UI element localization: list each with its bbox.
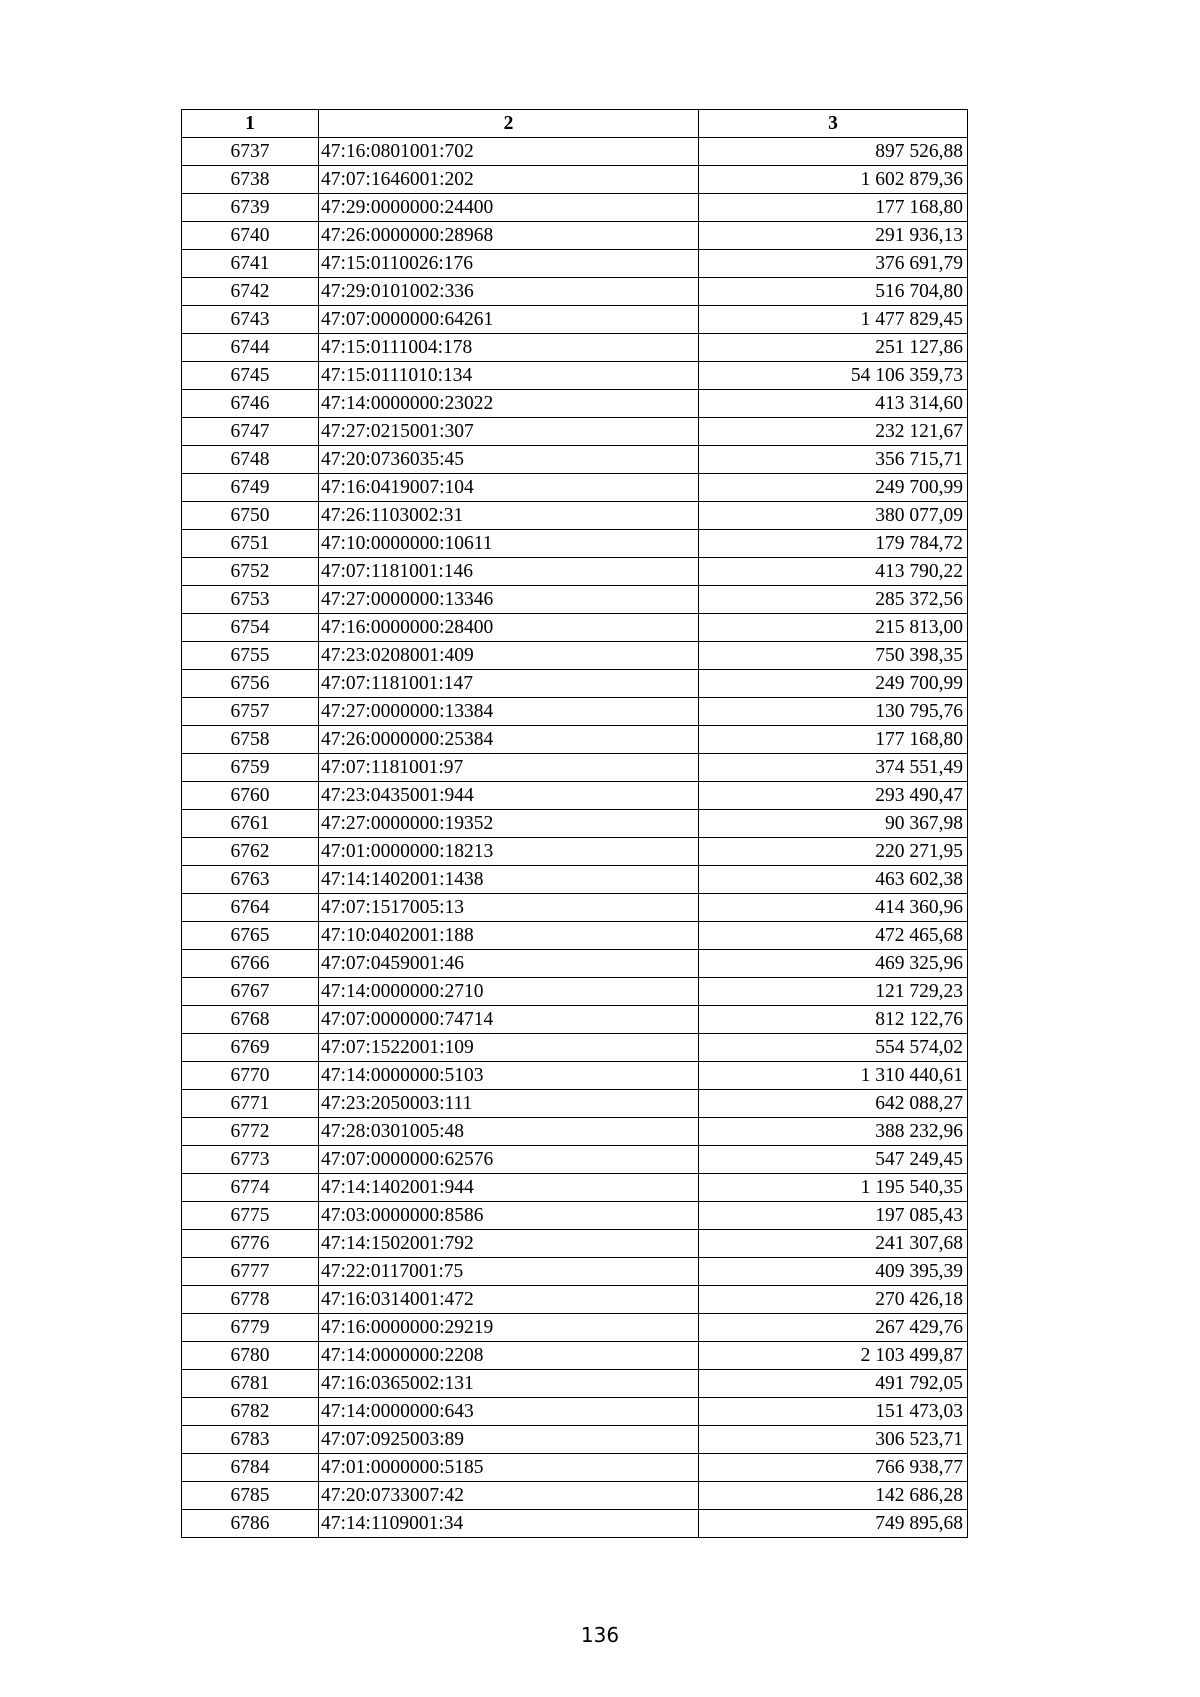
value-cell: 215 813,00	[699, 614, 968, 642]
cadastral-number-cell: 47:23:0208001:409	[319, 642, 699, 670]
value-cell: 750 398,35	[699, 642, 968, 670]
table-row	[182, 306, 968, 334]
cadastral-number-cell: 47:16:0801001:702	[319, 138, 699, 166]
row-number-cell: 6781	[182, 1370, 319, 1398]
data-table	[181, 109, 968, 1538]
value-cell: 642 088,27	[699, 1090, 968, 1118]
row-number-cell: 6772	[182, 1118, 319, 1146]
table-row	[182, 1286, 968, 1314]
cadastral-number-cell: 47:14:0000000:643	[319, 1398, 699, 1426]
value-cell: 766 938,77	[699, 1454, 968, 1482]
table-row	[182, 670, 968, 698]
table-row	[182, 278, 968, 306]
cadastral-number-cell: 47:07:1181001:146	[319, 558, 699, 586]
value-cell: 413 790,22	[699, 558, 968, 586]
value-cell: 374 551,49	[699, 754, 968, 782]
row-number-cell: 6750	[182, 502, 319, 530]
row-number-cell: 6745	[182, 362, 319, 390]
cadastral-number-cell: 47:14:0000000:2710	[319, 978, 699, 1006]
row-number-cell: 6765	[182, 922, 319, 950]
cadastral-number-cell: 47:26:1103002:31	[319, 502, 699, 530]
cadastral-number-cell: 47:29:0000000:24400	[319, 194, 699, 222]
value-cell: 472 465,68	[699, 922, 968, 950]
table-row	[182, 1090, 968, 1118]
value-cell: 409 395,39	[699, 1258, 968, 1286]
table-row	[182, 1230, 968, 1258]
value-cell: 469 325,96	[699, 950, 968, 978]
cadastral-number-cell: 47:07:1517005:13	[319, 894, 699, 922]
row-number-cell: 6747	[182, 418, 319, 446]
row-number-cell: 6761	[182, 810, 319, 838]
row-number-cell: 6744	[182, 334, 319, 362]
table-row	[182, 614, 968, 642]
cadastral-number-cell: 47:14:1502001:792	[319, 1230, 699, 1258]
row-number-cell: 6779	[182, 1314, 319, 1342]
cadastral-number-cell: 47:29:0101002:336	[319, 278, 699, 306]
cadastral-number-cell: 47:15:0111010:134	[319, 362, 699, 390]
value-cell: 267 429,76	[699, 1314, 968, 1342]
table-row	[182, 1342, 968, 1370]
table-row	[182, 1118, 968, 1146]
row-number-cell: 6746	[182, 390, 319, 418]
value-cell: 812 122,76	[699, 1006, 968, 1034]
table-row	[182, 530, 968, 558]
row-number-cell: 6749	[182, 474, 319, 502]
value-cell: 306 523,71	[699, 1426, 968, 1454]
value-cell: 1 602 879,36	[699, 166, 968, 194]
value-cell: 197 085,43	[699, 1202, 968, 1230]
table-row	[182, 1006, 968, 1034]
table-row	[182, 474, 968, 502]
value-cell: 463 602,38	[699, 866, 968, 894]
row-number-cell: 6770	[182, 1062, 319, 1090]
cadastral-number-cell: 47:14:0000000:23022	[319, 390, 699, 418]
row-number-cell: 6741	[182, 250, 319, 278]
row-number-cell: 6771	[182, 1090, 319, 1118]
row-number-cell: 6764	[182, 894, 319, 922]
value-cell: 241 307,68	[699, 1230, 968, 1258]
value-cell: 121 729,23	[699, 978, 968, 1006]
row-number-cell: 6737	[182, 138, 319, 166]
value-cell: 547 249,45	[699, 1146, 968, 1174]
cadastral-number-cell: 47:28:0301005:48	[319, 1118, 699, 1146]
table-row	[182, 1370, 968, 1398]
table-row	[182, 642, 968, 670]
table-row	[182, 838, 968, 866]
row-number-cell: 6757	[182, 698, 319, 726]
table-row	[182, 390, 968, 418]
value-cell: 151 473,03	[699, 1398, 968, 1426]
cadastral-number-cell: 47:03:0000000:8586	[319, 1202, 699, 1230]
value-cell: 1 477 829,45	[699, 306, 968, 334]
page-number: 136	[580, 1623, 620, 1647]
value-cell: 376 691,79	[699, 250, 968, 278]
value-cell: 232 121,67	[699, 418, 968, 446]
row-number-cell: 6775	[182, 1202, 319, 1230]
table-row	[182, 138, 968, 166]
table-row	[182, 1482, 968, 1510]
value-cell: 554 574,02	[699, 1034, 968, 1062]
value-cell: 220 271,95	[699, 838, 968, 866]
value-cell: 177 168,80	[699, 726, 968, 754]
cadastral-number-cell: 47:27:0000000:19352	[319, 810, 699, 838]
cadastral-number-cell: 47:22:0117001:75	[319, 1258, 699, 1286]
table-row	[182, 446, 968, 474]
table-row	[182, 1146, 968, 1174]
cadastral-number-cell: 47:14:1402001:944	[319, 1174, 699, 1202]
value-cell: 356 715,71	[699, 446, 968, 474]
value-cell: 388 232,96	[699, 1118, 968, 1146]
cadastral-number-cell: 47:16:0365002:131	[319, 1370, 699, 1398]
cadastral-number-cell: 47:01:0000000:5185	[319, 1454, 699, 1482]
table-row	[182, 726, 968, 754]
cadastral-number-cell: 47:07:1181001:147	[319, 670, 699, 698]
cadastral-number-cell: 47:01:0000000:18213	[319, 838, 699, 866]
cadastral-number-cell: 47:16:0000000:28400	[319, 614, 699, 642]
cadastral-number-cell: 47:07:0000000:62576	[319, 1146, 699, 1174]
cadastral-number-cell: 47:07:1646001:202	[319, 166, 699, 194]
value-cell: 285 372,56	[699, 586, 968, 614]
table-row	[182, 1426, 968, 1454]
row-number-cell: 6759	[182, 754, 319, 782]
row-number-cell: 6748	[182, 446, 319, 474]
table-row	[182, 810, 968, 838]
table-row	[182, 250, 968, 278]
cadastral-number-cell: 47:07:0459001:46	[319, 950, 699, 978]
row-number-cell: 6786	[182, 1510, 319, 1538]
cadastral-number-cell: 47:16:0419007:104	[319, 474, 699, 502]
cadastral-number-cell: 47:16:0000000:29219	[319, 1314, 699, 1342]
cadastral-number-cell: 47:14:1402001:1438	[319, 866, 699, 894]
table-row	[182, 502, 968, 530]
cadastral-number-cell: 47:07:0925003:89	[319, 1426, 699, 1454]
value-cell: 291 936,13	[699, 222, 968, 250]
value-cell: 414 360,96	[699, 894, 968, 922]
row-number-cell: 6782	[182, 1398, 319, 1426]
row-number-cell: 6755	[182, 642, 319, 670]
cadastral-number-cell: 47:15:0110026:176	[319, 250, 699, 278]
row-number-cell: 6776	[182, 1230, 319, 1258]
value-cell: 2 103 499,87	[699, 1342, 968, 1370]
cadastral-number-cell: 47:07:1181001:97	[319, 754, 699, 782]
value-cell: 251 127,86	[699, 334, 968, 362]
row-number-cell: 6751	[182, 530, 319, 558]
value-cell: 516 704,80	[699, 278, 968, 306]
row-number-cell: 6752	[182, 558, 319, 586]
row-number-cell: 6763	[182, 866, 319, 894]
row-number-cell: 6767	[182, 978, 319, 1006]
value-cell: 293 490,47	[699, 782, 968, 810]
cadastral-number-cell: 47:07:0000000:64261	[319, 306, 699, 334]
cadastral-number-cell: 47:27:0215001:307	[319, 418, 699, 446]
value-cell: 380 077,09	[699, 502, 968, 530]
row-number-cell: 6754	[182, 614, 319, 642]
table-row	[182, 866, 968, 894]
table-row	[182, 1454, 968, 1482]
value-cell: 142 686,28	[699, 1482, 968, 1510]
table-header	[182, 110, 968, 138]
cadastral-number-cell: 47:10:0000000:10611	[319, 530, 699, 558]
row-number-cell: 6743	[182, 306, 319, 334]
cadastral-number-cell: 47:14:0000000:5103	[319, 1062, 699, 1090]
row-number-cell: 6738	[182, 166, 319, 194]
table-row	[182, 1202, 968, 1230]
table-row	[182, 1062, 968, 1090]
column-header-1: 1	[182, 110, 319, 138]
row-number-cell: 6778	[182, 1286, 319, 1314]
value-cell: 130 795,76	[699, 698, 968, 726]
table-row	[182, 362, 968, 390]
table-row	[182, 222, 968, 250]
table-row	[182, 586, 968, 614]
value-cell: 90 367,98	[699, 810, 968, 838]
table-row	[182, 1174, 968, 1202]
row-number-cell: 6739	[182, 194, 319, 222]
table-row	[182, 754, 968, 782]
table-row	[182, 698, 968, 726]
table-row	[182, 950, 968, 978]
cadastral-number-cell: 47:20:0736035:45	[319, 446, 699, 474]
table-row	[182, 418, 968, 446]
table-row	[182, 1398, 968, 1426]
row-number-cell: 6758	[182, 726, 319, 754]
cadastral-number-cell: 47:27:0000000:13346	[319, 586, 699, 614]
table-row	[182, 1034, 968, 1062]
value-cell: 897 526,88	[699, 138, 968, 166]
value-cell: 249 700,99	[699, 670, 968, 698]
value-cell: 1 195 540,35	[699, 1174, 968, 1202]
value-cell: 54 106 359,73	[699, 362, 968, 390]
table-row	[182, 782, 968, 810]
cadastral-number-cell: 47:23:0435001:944	[319, 782, 699, 810]
cadastral-number-cell: 47:26:0000000:25384	[319, 726, 699, 754]
table-row	[182, 194, 968, 222]
value-cell: 179 784,72	[699, 530, 968, 558]
row-number-cell: 6768	[182, 1006, 319, 1034]
table-row	[182, 1510, 968, 1538]
cadastral-number-cell: 47:23:2050003:111	[319, 1090, 699, 1118]
cadastral-number-cell: 47:27:0000000:13384	[319, 698, 699, 726]
row-number-cell: 6784	[182, 1454, 319, 1482]
row-number-cell: 6756	[182, 670, 319, 698]
value-cell: 1 310 440,61	[699, 1062, 968, 1090]
row-number-cell: 6780	[182, 1342, 319, 1370]
value-cell: 177 168,80	[699, 194, 968, 222]
cadastral-number-cell: 47:26:0000000:28968	[319, 222, 699, 250]
table-body	[182, 138, 968, 1538]
header-row	[182, 110, 968, 138]
row-number-cell: 6760	[182, 782, 319, 810]
table-row	[182, 922, 968, 950]
cadastral-number-cell: 47:14:1109001:34	[319, 1510, 699, 1538]
cadastral-number-cell: 47:07:1522001:109	[319, 1034, 699, 1062]
table-row	[182, 166, 968, 194]
row-number-cell: 6774	[182, 1174, 319, 1202]
row-number-cell: 6753	[182, 586, 319, 614]
row-number-cell: 6777	[182, 1258, 319, 1286]
row-number-cell: 6762	[182, 838, 319, 866]
row-number-cell: 6773	[182, 1146, 319, 1174]
column-header-2: 2	[319, 110, 699, 138]
row-number-cell: 6742	[182, 278, 319, 306]
table-row	[182, 334, 968, 362]
cadastral-number-cell: 47:10:0402001:188	[319, 922, 699, 950]
cadastral-number-cell: 47:14:0000000:2208	[319, 1342, 699, 1370]
table-row	[182, 894, 968, 922]
cadastral-number-cell: 47:20:0733007:42	[319, 1482, 699, 1510]
table-row	[182, 1258, 968, 1286]
row-number-cell: 6785	[182, 1482, 319, 1510]
value-cell: 249 700,99	[699, 474, 968, 502]
row-number-cell: 6740	[182, 222, 319, 250]
cadastral-number-cell: 47:16:0314001:472	[319, 1286, 699, 1314]
row-number-cell: 6783	[182, 1426, 319, 1454]
value-cell: 270 426,18	[699, 1286, 968, 1314]
column-header-3: 3	[699, 110, 968, 138]
value-cell: 413 314,60	[699, 390, 968, 418]
row-number-cell: 6769	[182, 1034, 319, 1062]
cadastral-number-cell: 47:15:0111004:178	[319, 334, 699, 362]
value-cell: 749 895,68	[699, 1510, 968, 1538]
row-number-cell: 6766	[182, 950, 319, 978]
table-row	[182, 1314, 968, 1342]
table-row	[182, 558, 968, 586]
table-row	[182, 978, 968, 1006]
cadastral-number-cell: 47:07:0000000:74714	[319, 1006, 699, 1034]
value-cell: 491 792,05	[699, 1370, 968, 1398]
